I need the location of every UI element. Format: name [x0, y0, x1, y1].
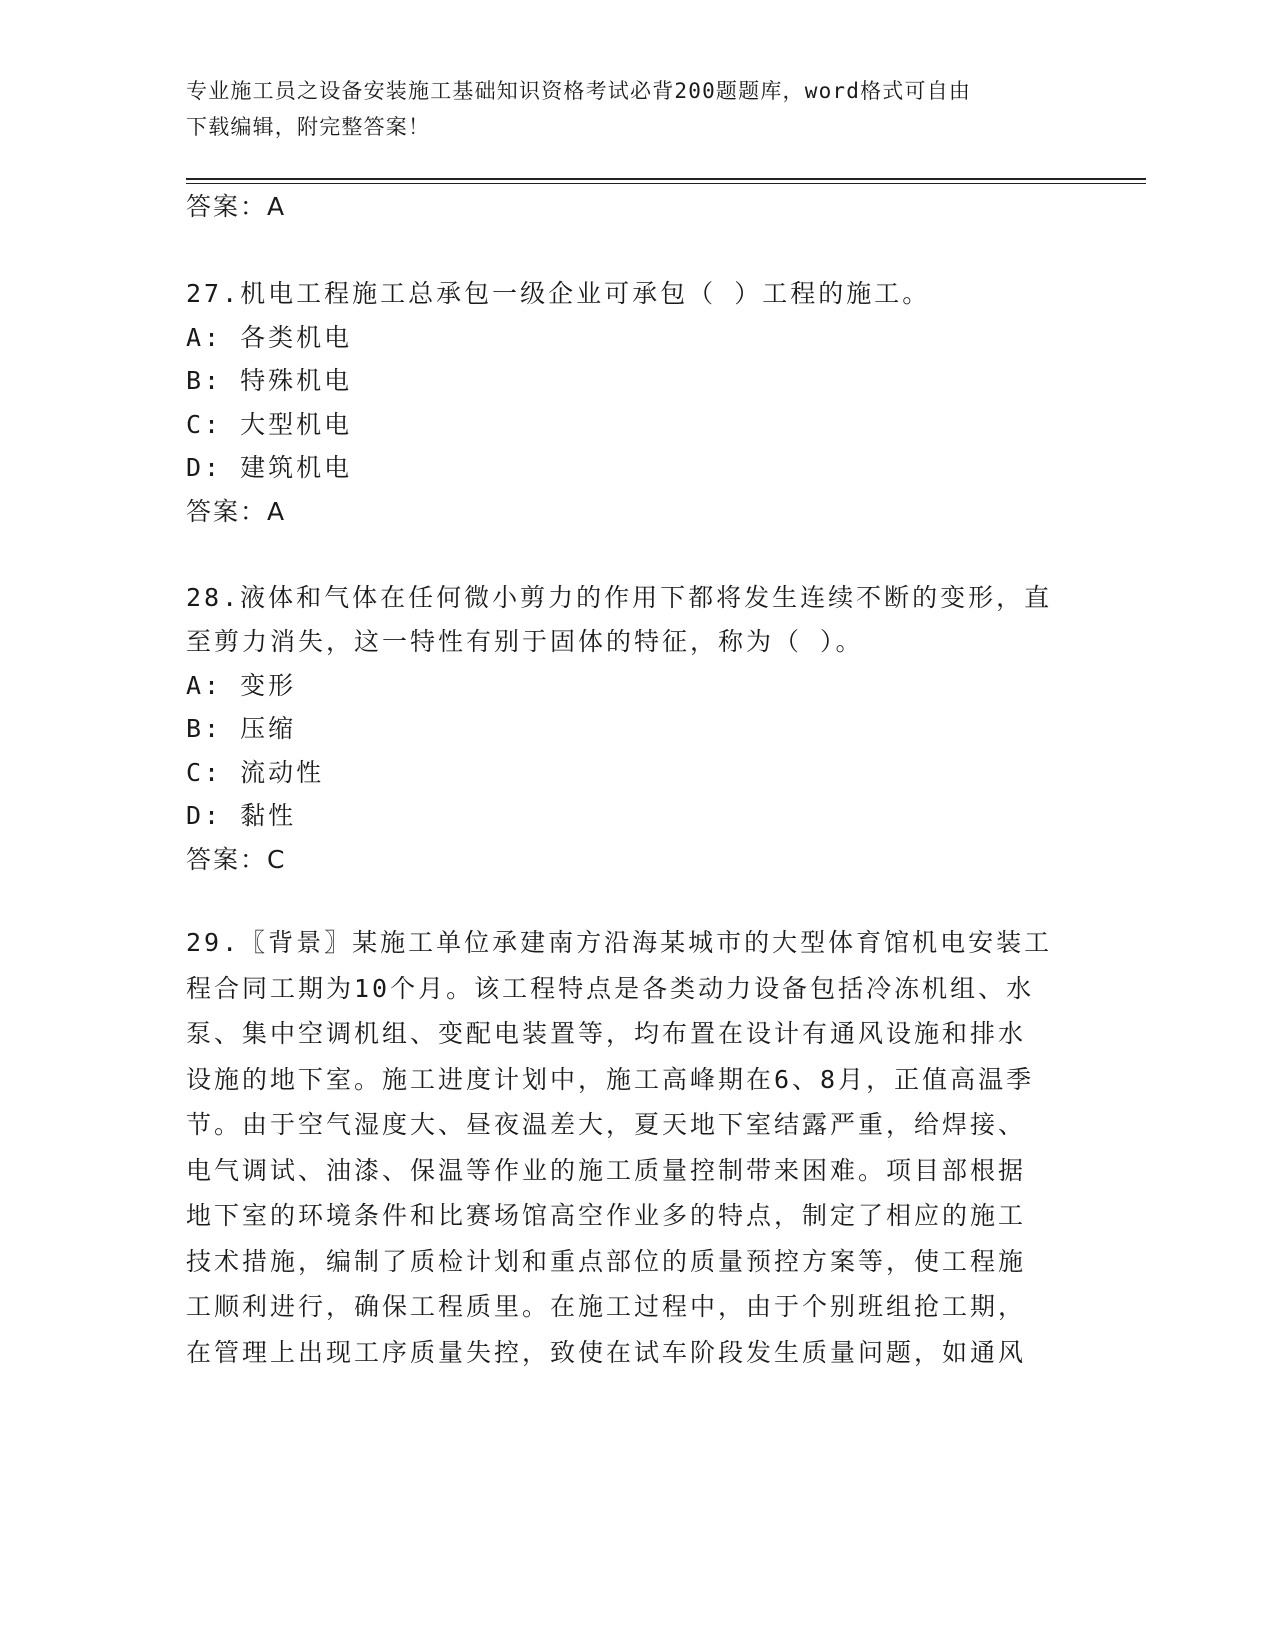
- question-29-line: 设施的地下室。施工进度计划中，施工高峰期在6、8月，正值高温季: [186, 1064, 1035, 1094]
- question-28-option-b: B: 压缩: [186, 714, 297, 743]
- question-28-stem-line-1: 28.液体和气体在任何微小剪力的作用下都将发生连续不断的变形，直: [186, 583, 1053, 612]
- question-29-line: 节。由于空气湿度大、昼夜温差大，夏天地下室结露严重，给焊接、: [186, 1110, 1027, 1139]
- question-29-line: 电气调试、油漆、保温等作业的施工质量控制带来困难。项目部根据: [186, 1155, 1027, 1185]
- question-29-line: 工顺利进行，确保工程质里。在施工过程中，由于个别班组抢工期，: [186, 1292, 1027, 1321]
- document-header: [186, 73, 1066, 145]
- question-27-option-d: D: 建筑机电: [186, 453, 353, 482]
- question-27-option-b: B: 特殊机电: [186, 366, 353, 395]
- previous-answer: 答案：A: [186, 192, 287, 221]
- question-29-line: 程合同工期为10个月。该工程特点是各类动力设备包括冷冻机组、水: [186, 973, 1035, 1003]
- question-28-option-a: A: 变形: [186, 671, 297, 700]
- question-28-stem-line-2: 至剪力消失，这一特性有别于固体的特征，称为（ ）。: [186, 627, 864, 656]
- question-29-line: 泵、集中空调机组、变配电装置等，均布置在设计有通风设施和排水: [186, 1019, 1027, 1048]
- question-28-option-c: C: 流动性: [186, 758, 325, 787]
- question-28-option-d: D: 黏性: [186, 801, 297, 830]
- header-line-2: 下载编辑，附完整答案！: [186, 115, 431, 139]
- question-27-option-a: A: 各类机电: [186, 323, 353, 352]
- question-29-line: 在管理上出现工序质量失控，致使在试车阶段发生质量问题，如通风: [186, 1337, 1027, 1367]
- question-28-answer: 答案：C: [186, 845, 287, 874]
- question-29-line: 技术措施，编制了质检计划和重点部位的质量预控方案等，使工程施: [186, 1246, 1027, 1276]
- header-rule-thick: [186, 178, 1146, 180]
- question-27-option-c: C: 大型机电: [186, 410, 353, 439]
- header-line-1: 专业施工员之设备安装施工基础知识资格考试必背200题题库，word格式可自由: [186, 79, 972, 103]
- question-29-line: 29.〖背景〗某施工单位承建南方沿海某城市的大型体育馆机电安装工: [186, 928, 1053, 957]
- header-rule-thin: [186, 183, 1146, 184]
- question-27-answer: 答案：A: [186, 497, 287, 526]
- question-29-body: [186, 920, 1066, 1375]
- question-29-line: 地下室的环境条件和比赛场馆高空作业多的特点，制定了相应的施工: [186, 1201, 1027, 1230]
- question-27-stem: 27.机电工程施工总承包一级企业可承包（ ）工程的施工。: [186, 279, 931, 308]
